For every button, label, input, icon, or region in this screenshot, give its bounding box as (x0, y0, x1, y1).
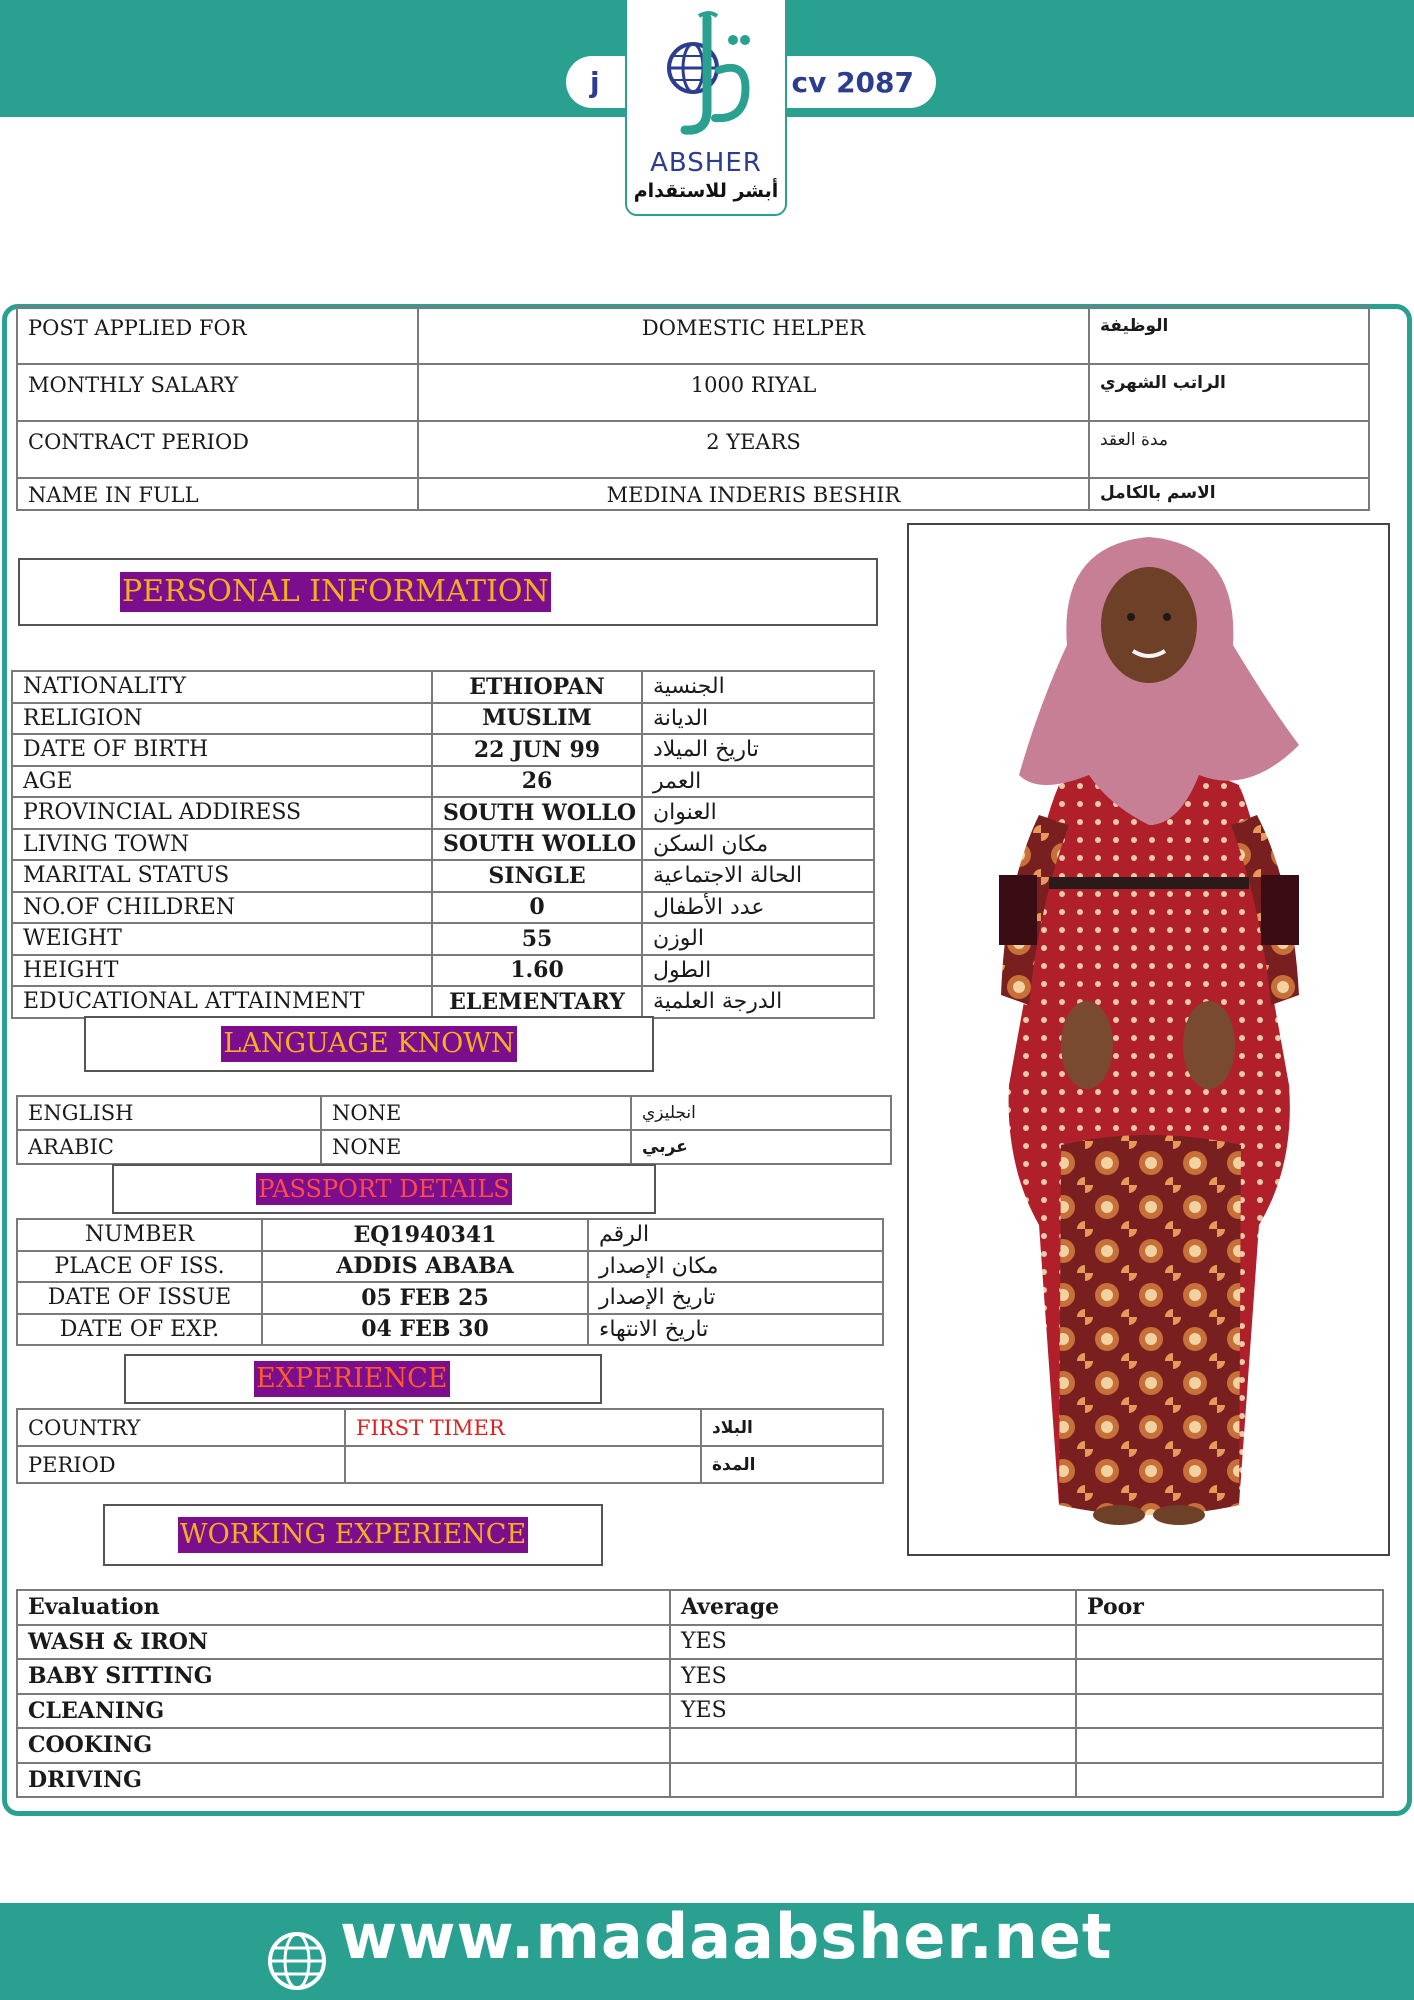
exp-label-ar: المدة (701, 1446, 883, 1483)
table-row (17, 307, 1369, 364)
section-title: PERSONAL INFORMATION (120, 572, 551, 612)
field-label-ar: الرقم (588, 1219, 883, 1251)
exp-label-ar: البلاد (701, 1409, 883, 1446)
field-label: DATE OF ISSUE (17, 1282, 262, 1314)
header-evaluation: Evaluation (17, 1590, 670, 1625)
lang-label-ar: عربي (631, 1130, 891, 1164)
field-value: ETHIOPAN (432, 671, 642, 703)
personal-info-heading (18, 558, 878, 626)
table-row (12, 860, 874, 892)
table-row (17, 1446, 883, 1483)
table-row (17, 1409, 883, 1446)
skill-average: YES (670, 1694, 1076, 1729)
skill-name: CLEANING (17, 1694, 670, 1729)
lang-label: ARABIC (17, 1130, 321, 1164)
lang-level: NONE (321, 1096, 631, 1130)
skill-average: YES (670, 1625, 1076, 1660)
table-row (17, 364, 1369, 421)
field-value: SOUTH WOLLO (432, 829, 642, 861)
field-value: SINGLE (432, 860, 642, 892)
field-label: LIVING TOWN (12, 829, 432, 861)
globe-icon (266, 1930, 328, 1992)
field-value: 26 (432, 766, 642, 798)
field-label-ar: عدد الأطفال (642, 892, 874, 924)
header-poor: Poor (1076, 1590, 1383, 1625)
table-row (12, 671, 874, 703)
personal-info-table (11, 670, 875, 1019)
table-row (12, 829, 874, 861)
table-row (17, 1251, 883, 1283)
table-row (17, 1625, 1383, 1660)
table-row (12, 703, 874, 735)
table-row (17, 1659, 1383, 1694)
field-label-ar: العمر (642, 766, 874, 798)
table-row (12, 923, 874, 955)
table-row (17, 1314, 883, 1346)
table-row (17, 1694, 1383, 1729)
field-value: 0 (432, 892, 642, 924)
table-row (17, 1728, 1383, 1763)
header-average: Average (670, 1590, 1076, 1625)
table-row (17, 1763, 1383, 1798)
section-title: EXPERIENCE (254, 1361, 450, 1397)
value-post: DOMESTIC HELPER (418, 307, 1089, 364)
experience-heading (124, 1354, 602, 1404)
label-post-ar: الوظيفة (1089, 307, 1369, 364)
field-label: MARITAL STATUS (12, 860, 432, 892)
candidate-figure (909, 525, 1388, 1554)
field-label: NO.OF CHILDREN (12, 892, 432, 924)
table-row (12, 892, 874, 924)
field-label: DATE OF EXP. (17, 1314, 262, 1346)
section-title: PASSPORT DETAILS (258, 1175, 510, 1203)
website-link[interactable]: www.madaabsher.net (340, 1900, 1113, 1973)
logo-globe-icon (663, 10, 755, 140)
table-row (12, 986, 874, 1018)
field-label-ar: العنوان (642, 797, 874, 829)
field-label-ar: تاريخ الميلاد (642, 734, 874, 766)
skill-name: DRIVING (17, 1763, 670, 1798)
field-value: 22 JUN 99 (432, 734, 642, 766)
field-label-ar: الديانة (642, 703, 874, 735)
working-experience-table (16, 1589, 1384, 1798)
skill-poor (1076, 1659, 1383, 1694)
field-label: WEIGHT (12, 923, 432, 955)
field-value: 05 FEB 25 (262, 1282, 588, 1314)
field-label-ar: مكان السكن (642, 829, 874, 861)
label-name: NAME IN FULL (17, 478, 418, 510)
field-label-ar: مكان الإصدار (588, 1251, 883, 1283)
skill-poor (1076, 1728, 1383, 1763)
field-value: ELEMENTARY (432, 986, 642, 1018)
table-row (17, 421, 1369, 478)
exp-value: FIRST TIMER (345, 1409, 701, 1446)
field-label: DATE OF BIRTH (12, 734, 432, 766)
label-salary-ar: الراتب الشهري (1089, 364, 1369, 421)
skill-name: WASH & IRON (17, 1625, 670, 1660)
table-header-row (17, 1590, 1383, 1625)
lang-label: ENGLISH (17, 1096, 321, 1130)
exp-label: PERIOD (17, 1446, 345, 1483)
language-table (16, 1095, 892, 1165)
skill-name: BABY SITTING (17, 1659, 670, 1694)
field-value: 55 (432, 923, 642, 955)
field-value: 04 FEB 30 (262, 1314, 588, 1346)
value-contract: 2 YEARS (418, 421, 1089, 478)
job-details-table (16, 306, 1370, 511)
label-post: POST APPLIED FOR (17, 307, 418, 364)
field-label-ar: الجنسية (642, 671, 874, 703)
field-label-ar: تاريخ الانتهاء (588, 1314, 883, 1346)
language-heading (84, 1016, 654, 1072)
table-row (12, 797, 874, 829)
skill-average (670, 1763, 1076, 1798)
section-title: WORKING EXPERIENCE (178, 1517, 528, 1553)
label-salary: MONTHLY SALARY (17, 364, 418, 421)
field-label: RELIGION (12, 703, 432, 735)
label-contract: CONTRACT PERIOD (17, 421, 418, 478)
candidate-photo (907, 523, 1390, 1556)
table-row (12, 766, 874, 798)
lang-label-ar: انجليزي (631, 1096, 891, 1130)
table-row (17, 1219, 883, 1251)
skill-poor (1076, 1625, 1383, 1660)
skill-name: COOKING (17, 1728, 670, 1763)
field-label: PROVINCIAL ADDIRESS (12, 797, 432, 829)
field-label: NATIONALITY (12, 671, 432, 703)
table-row (17, 1282, 883, 1314)
working-experience-heading (103, 1504, 603, 1566)
passport-heading (112, 1164, 656, 1214)
field-label: EDUCATIONAL ATTAINMENT (12, 986, 432, 1018)
table-row (17, 478, 1369, 510)
label-contract-ar: مدة العقد (1089, 421, 1369, 478)
code-left: j (590, 65, 600, 99)
exp-value (345, 1446, 701, 1483)
field-value: ADDIS ABABA (262, 1251, 588, 1283)
skill-average: YES (670, 1659, 1076, 1694)
logo-text-en: ABSHER (650, 148, 762, 178)
field-label: PLACE OF ISS. (17, 1251, 262, 1283)
field-label-ar: تاريخ الإصدار (588, 1282, 883, 1314)
exp-label: COUNTRY (17, 1409, 345, 1446)
passport-table (16, 1218, 884, 1346)
value-salary: 1000 RIYAL (418, 364, 1089, 421)
label-name-ar: الاسم بالكامل (1089, 478, 1369, 510)
value-name: MEDINA INDERIS BESHIR (418, 478, 1089, 510)
skill-poor (1076, 1694, 1383, 1729)
table-row (12, 955, 874, 987)
cv-code: cv 2087 (791, 65, 914, 99)
field-label-ar: الوزن (642, 923, 874, 955)
field-value: EQ1940341 (262, 1219, 588, 1251)
field-label-ar: الدرجة العلمية (642, 986, 874, 1018)
table-row (12, 734, 874, 766)
field-label: AGE (12, 766, 432, 798)
skill-poor (1076, 1763, 1383, 1798)
skill-average (670, 1728, 1076, 1763)
field-value: SOUTH WOLLO (432, 797, 642, 829)
field-label: HEIGHT (12, 955, 432, 987)
table-row (17, 1096, 891, 1130)
field-label-ar: الحالة الاجتماعية (642, 860, 874, 892)
company-logo (625, 0, 787, 216)
field-value: MUSLIM (432, 703, 642, 735)
field-label: NUMBER (17, 1219, 262, 1251)
lang-level: NONE (321, 1130, 631, 1164)
logo-text-ar: أبشر للاستقدام (633, 180, 779, 202)
experience-table (16, 1408, 884, 1484)
field-label-ar: الطول (642, 955, 874, 987)
field-value: 1.60 (432, 955, 642, 987)
section-title: LANGUAGE KNOWN (221, 1026, 516, 1062)
table-row (17, 1130, 891, 1164)
